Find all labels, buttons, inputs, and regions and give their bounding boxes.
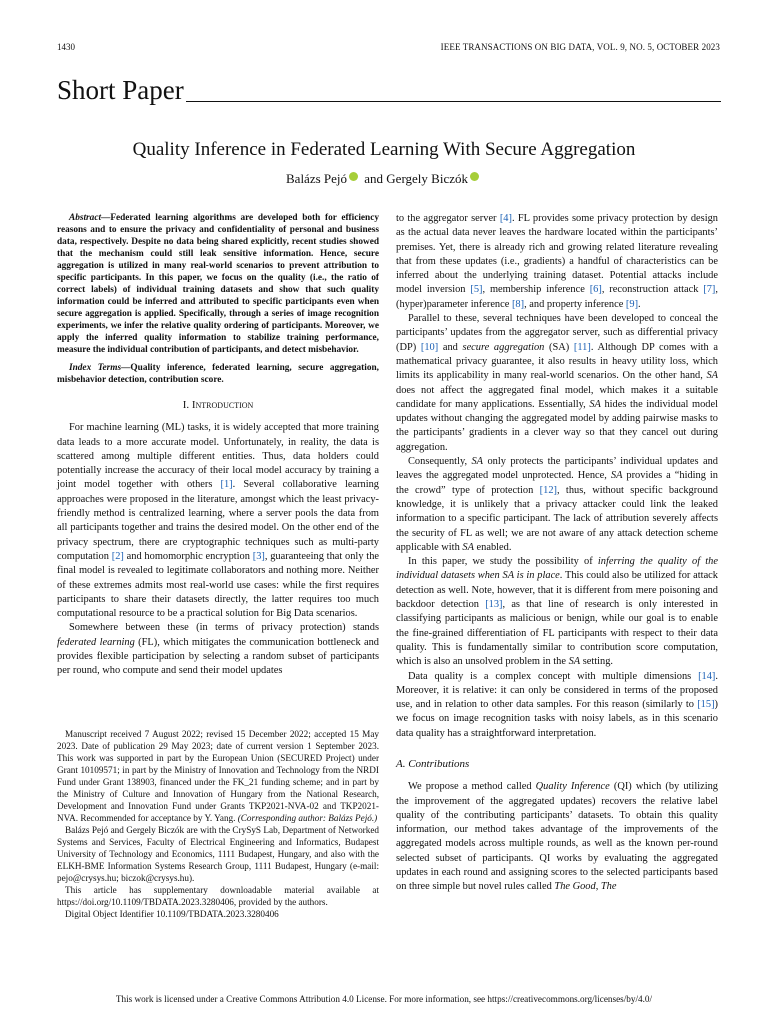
body-paragraph: Consequently, SA only protects the participants’ individual updates and leaves the aggregated model unprotected. Hence, SA provides a “hiding in the crowd” type of protection [12], thus, without specific background knowledge, it is unlikely that a privacy attacker could link the leaked information to a specific participant. The lack of attribution severely affects the security of FL as well; we are not aware of any attack detection scheme applicable with SA enabled. [396, 456, 718, 553]
index-terms: Index Terms—Quality inference, federated learning, secure aggregation, misbehavior detection, contribution score. [57, 363, 379, 385]
author-pejo: Balázs Pejó [286, 171, 348, 186]
right-column [396, 212, 718, 895]
citation-link[interactable]: [7] [703, 284, 716, 296]
footnote-affiliation: Balázs Pejó and Gergely Biczók are with the CrySyS Lab, Department of Networked Systems and Services, Faculty of Electrical Engineering and Informatics, Budapest University of Technology and Economics, 1111 Budapest, Hungary, and also with the ELKH-BME Information Systems Research Group, 1111 Budapest, Hungary (e-mail: pejo@crysys.hu; biczok@crysys.hu). [57, 825, 379, 883]
license-notice: This work is licensed under a Creative Commons Attribution 4.0 License. For more information, see https://creativecommons.org/licenses/by/4.0/ [115, 994, 653, 1004]
intro-heading: I. Introduction [182, 399, 254, 411]
citation-link[interactable]: [13] [485, 599, 503, 611]
page-number: 1430 [57, 42, 75, 52]
paper-title: Quality Inference in Federated Learning With Secure Aggregation [132, 139, 636, 160]
author-biczok: and Gergely Biczók [364, 171, 468, 186]
citation-link[interactable]: [4] [499, 213, 512, 224]
body-paragraph: In this paper, we study the possibility of inferring the quality of the individual datasets when SA is in place. This could also be utilized for attack detection as well. Note, however, that it is different from mere poisoning and backdoor detection [13], as that line of research is only interested in classifying participants as malicious or benign, while our goal is to enable the fine-grained differentiation of FL participants with respect to their data quality. This is fundamentally similar to contribution score computation, which is also an unsolved problem in the SA setting. [396, 556, 718, 668]
body-paragraph: We propose a method called Quality Inference (QI) which (by utilizing the improvement of the aggregated updates) recovers the relative label quality of the contributing participants’ datasets. To obtain this quality information, our method takes advantage of the improvements of the aggregated models across multiple rounds, as well as the known per-round selected subset of participants. QI works by evaluating the aggregated updates in each round and assigning scores to the selected participants based on three simple but novel rules called The Good, The [396, 781, 718, 893]
orcid-icon[interactable] [470, 172, 479, 181]
left-column [57, 212, 379, 679]
citation-link[interactable]: [3] [252, 550, 265, 562]
citation-link[interactable]: [15] [697, 699, 715, 711]
intro-paragraph: Somewhere between these (in terms of privacy protection) stands federated learning (FL), which mitigates the communication bottleneck and provides flexible participation by selecting a random subset of participants per round, who compute and send their model updates [57, 622, 379, 677]
journal-header: IEEE TRANSACTIONS ON BIG DATA, VOL. 9, NO. 5, OCTOBER 2023 [440, 42, 720, 52]
citation-link[interactable]: [11] [573, 341, 591, 353]
intro-paragraph: For machine learning (ML) tasks, it is widely accepted that more training data leads to a more accurate model. Unfortunately, in reality, the data is scattered among multiple different entities. Thus, data holders could potentially increase the accuracy of their local model accuracy by training a joint model together with others [1]. Several collaborative learning approaches were proposed in the literature, amongst which the least privacy-friendly method is centralized learning, where a server pools the data from all participants together and trains the desired model. On the other end of the privacy spectrum, there are cryptographic techniques such as multi-party computation [2] and homomorphic encryption [3], guaranteeing that only the final model is revealed to legitimate collaborators and nothing more. Neither of these extremes admits most real-world use cases: while the first requires participants to share their datasets directly, the latter requires too much computational resource to be a practical solution for Big Data scenarios. [57, 422, 379, 620]
footnote [57, 728, 379, 920]
citation-link[interactable]: [14] [698, 670, 716, 682]
orcid-icon[interactable] [349, 172, 358, 181]
citation-link[interactable]: [1] [220, 479, 233, 491]
citation-link[interactable]: [10] [420, 341, 439, 353]
authors [0, 171, 768, 187]
citation-link[interactable]: [5] [470, 284, 483, 296]
citation-link[interactable]: [2] [111, 550, 124, 562]
citation-link[interactable]: [6] [589, 284, 602, 296]
body-paragraph: Data quality is a complex concept with multiple dimensions [14]. Moreover, it is relative: it can only be considered in terms of the proposed use, and in relation to other data samples. For this reason (similarly to [15]) we focus on image recognition tasks with noisy labels, as in this scenario data quality has a straightforward interpretation. [396, 670, 718, 739]
footnote-doi: Digital Object Identifier 10.1109/TBDATA.2023.3280406 [65, 909, 279, 919]
section-title: Short Paper [57, 72, 186, 108]
section-header [57, 72, 721, 108]
citation-link[interactable]: [9] [625, 298, 639, 310]
citation-link[interactable]: [8] [511, 298, 525, 310]
footnote-manuscript: Manuscript received 7 August 2022; revised 15 December 2022; accepted 15 May 2023. Date of publication 29 May 2023; date of current version 1 September 2023. This work was supported in part by the European Union (SECURED Project) under Grant 10109571; in part by the Ministry of Innovation and Technology from the NRDI Fund under Grant 138903, financed under the FK_21 funding scheme; and in part by the Ministry of Culture and Innovation of Hungary from the National Research, Development and Innovation Fund under Grants TKP2021-NVA-02 and TKP2021-NVA. Recommended for acceptance by Y. Yang. (Corresponding author: Balázs Pejó.) [57, 729, 379, 823]
footnote-supplementary: This article has supplementary downloadable material available at https://doi.org/10.1109/TBDATA.2023.3280406, provided by the authors. [57, 885, 379, 907]
body-paragraph: to the aggregator server [4]. FL provides some privacy protection by design as the actual data never leaves the hardware located within the participants’ premises. Yet, there is already rich and growing related literature revealing that from these updates (i.e., gradients) a handful of characteristics can be inferred about the underlying training dataset. Potential attacks include model inversion [5], membership inference [6], reconstruction attack [7], (hyper)parameter inference [8], and property inference [9]. [396, 213, 718, 310]
contributions-heading: A. Contributions [396, 757, 470, 770]
citation-link[interactable]: [12] [539, 484, 557, 496]
body-paragraph: Parallel to these, several techniques have been developed to conceal the participants’ updates from the aggregator server, such as differential privacy (DP) [10] and secure aggregation (SA) [11]. Although DP comes with a mathematical privacy guarantee, it also results in heavy utility loss, which limits its applicability in many real-world scenarios. On the other hand, SA does not affect the aggregated final model, which makes it a suitable candidate for many applications. Essentially, SA hides the individual model updates without changing the aggregated model by adding pairwise masks to the participants’ gradients in a clever way so that they cancel out during aggregation. [396, 313, 718, 453]
abstract: Abstract—Federated learning algorithms are developed both for efficiency reasons and to ensure the privacy and confidentiality of personal and business data, respectively. Despite no data being shared explicitly, recent studies showed that the mechanism could still leak sensitive information. Hence, secure aggregation is utilized in many real-world scenarios to prevent attribution to specific participants. In this paper, we focus on the quality (i.e., the ratio of correct labels) of individual training datasets and show that such quality information could be inferred and attributed to specific participants even when secure aggregation is applied. Specifically, through a series of image recognition experiments, we infer the relative quality ordering of participants. Moreover, we apply the inferred quality information to stabilize training performance, measure the individual contribution of participants, and detect misbehavior. [57, 213, 379, 355]
